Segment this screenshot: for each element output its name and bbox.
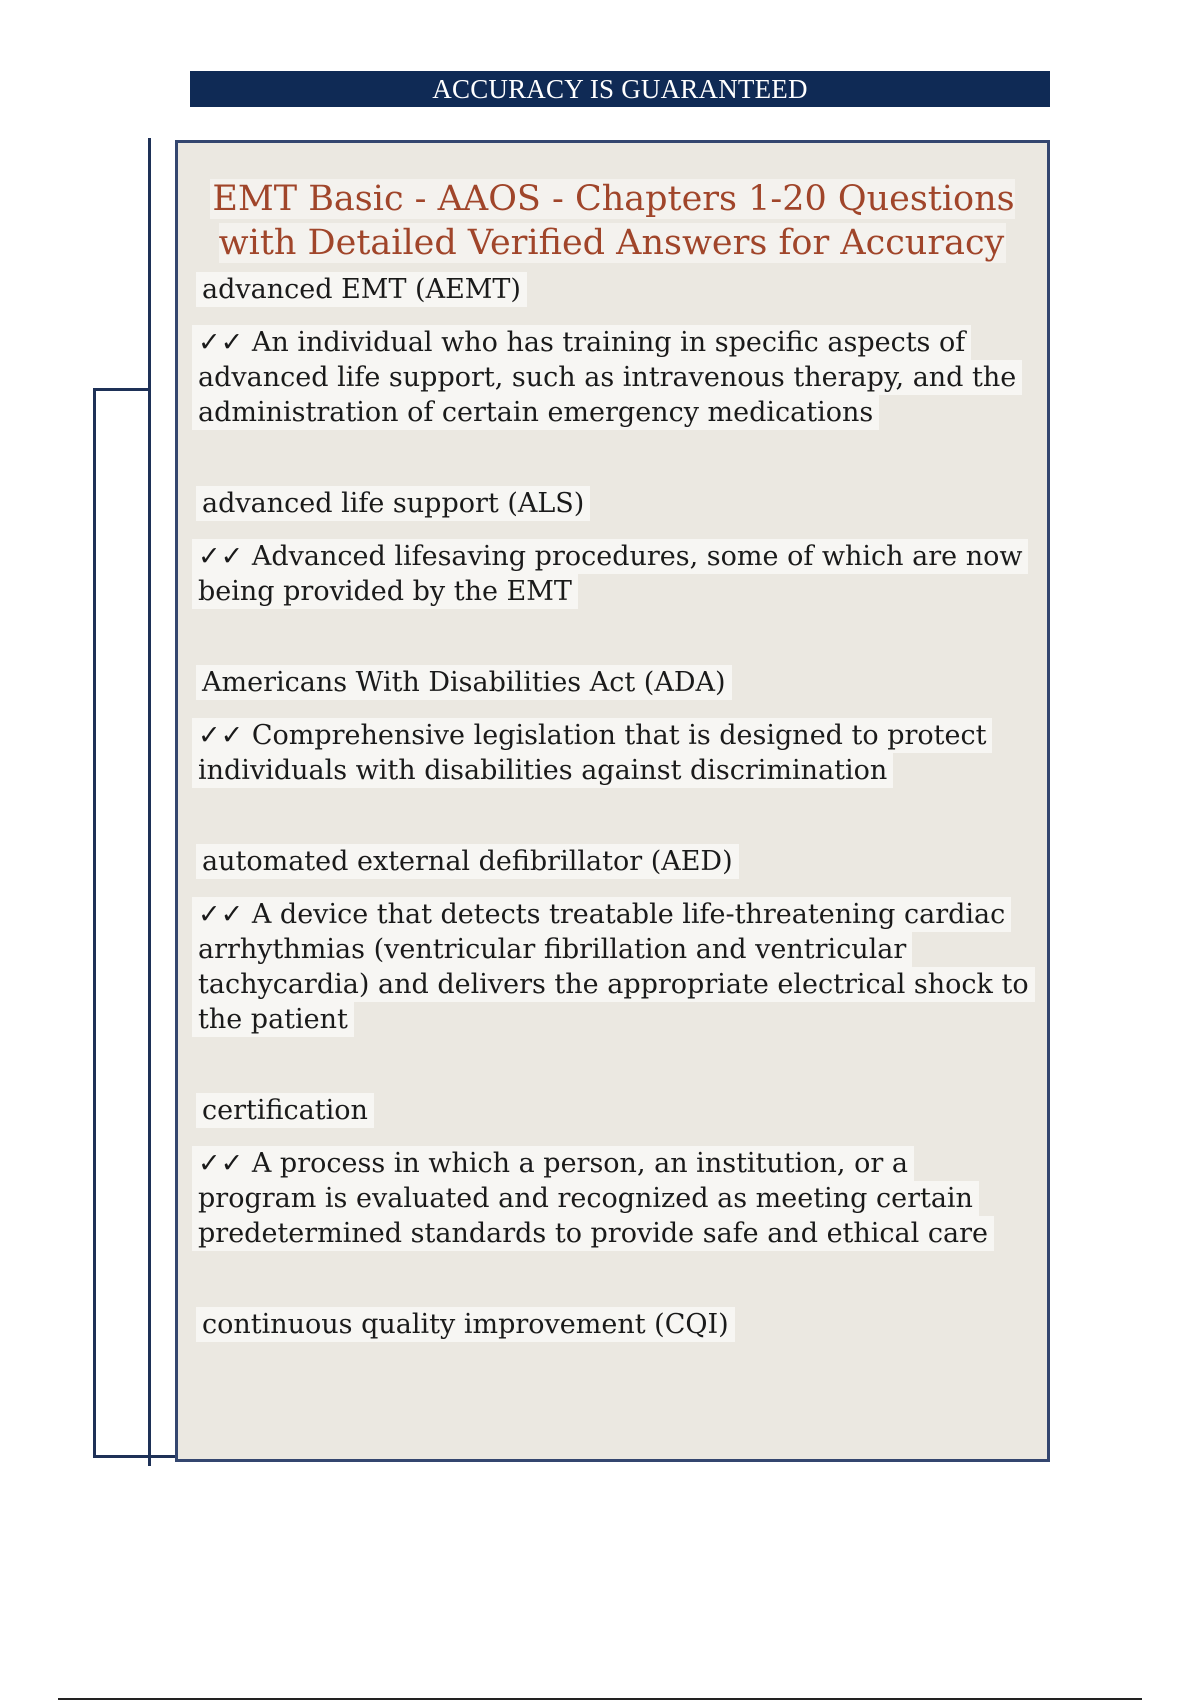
entry-ada bbox=[192, 664, 1033, 788]
entry-definition: ✓✓ A process in which a person, an institution, or a program is evaluated and recognized as meeting certain predetermined standards to provide safe and ethical care bbox=[192, 1146, 994, 1251]
check-marks: ✓✓ bbox=[198, 899, 244, 930]
entry-term: Americans With Disabilities Act (ADA) bbox=[196, 665, 732, 700]
entry-definition: ✓✓ An individual who has training in specific aspects of advanced life support, such as intravenous therapy, and the administration of certain emergency medications bbox=[192, 325, 1022, 430]
check-marks: ✓✓ bbox=[198, 720, 244, 751]
entry-certification bbox=[192, 1092, 1033, 1251]
entry-definition: ✓✓ A device that detects treatable life-threatening cardiac arrhythmias (ventricular fibrillation and ventricular tachycardia) and delivers the appropriate electrical shock to the patient bbox=[192, 897, 1035, 1037]
entry-als bbox=[192, 485, 1033, 609]
check-marks: ✓✓ bbox=[198, 541, 244, 572]
entry-aed bbox=[192, 843, 1033, 1037]
document-title bbox=[192, 177, 1033, 265]
document-title-text: EMT Basic - AAOS - Chapters 1-20 Questions with Detailed Verified Answers for Accuracy bbox=[212, 179, 1015, 263]
check-marks: ✓✓ bbox=[198, 327, 244, 358]
entry-term: advanced life support (ALS) bbox=[196, 486, 590, 521]
document-card bbox=[175, 140, 1050, 1462]
entry-definition: ✓✓ Advanced lifesaving procedures, some of which are now being provided by the EMT bbox=[192, 539, 1028, 609]
entry-cqi bbox=[192, 1306, 1033, 1344]
entry-term: continuous quality improvement (CQI) bbox=[196, 1307, 735, 1342]
entry-definition: ✓✓ Comprehensive legislation that is designed to protect individuals with disabilities against discrimination bbox=[192, 718, 992, 788]
guarantee-banner: ACCURACY IS GUARANTEED bbox=[190, 71, 1050, 107]
bracket-line-vertical-outer bbox=[93, 388, 96, 1458]
check-marks: ✓✓ bbox=[198, 1148, 244, 1179]
entry-term: automated external defibrillator (AED) bbox=[196, 844, 739, 879]
entry-aemt bbox=[192, 271, 1033, 430]
entry-term: certification bbox=[196, 1093, 374, 1128]
bracket-line-horizontal-top bbox=[93, 388, 151, 391]
bracket-line-vertical-inner bbox=[148, 138, 151, 1466]
entry-term: advanced EMT (AEMT) bbox=[196, 272, 527, 307]
